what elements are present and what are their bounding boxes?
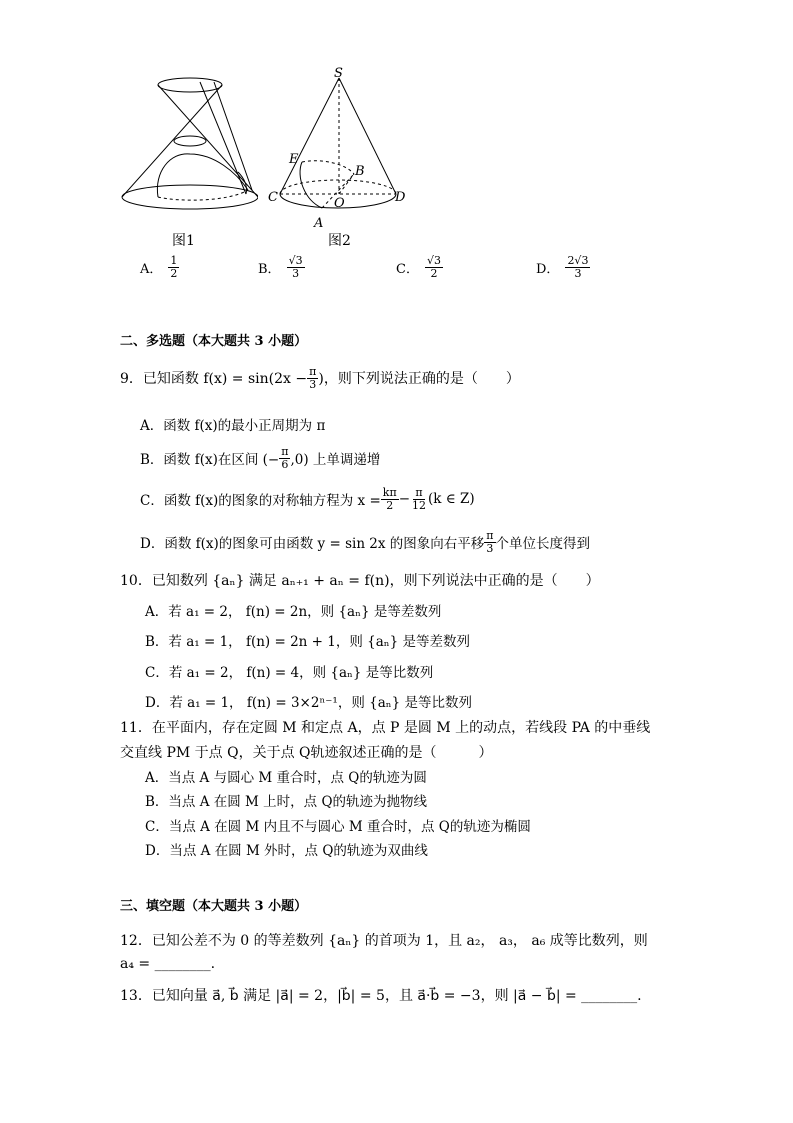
fig2-label-D: D [395, 190, 406, 205]
fig2-label-E: E [289, 152, 299, 167]
fraction: $\frac{\pi}{6}$ [281, 445, 289, 471]
q11-option-b[interactable]: B．当点 A 在圆 M 上时，点 Q的轨迹为抛物线 [145, 794, 428, 810]
q11-option-a[interactable]: A．当点 A 与圆心 M 重合时，点 Q的轨迹为圆 [145, 770, 427, 786]
fraction: $\frac{k\pi}{2}$ [382, 486, 397, 512]
figure-1-caption: 图1 [172, 233, 195, 249]
q8-option-b[interactable]: B． $\frac{√3}{3}$ [258, 254, 303, 280]
fraction: $\frac{\pi}{12}$ [412, 486, 426, 512]
q9-option-c[interactable]: C．函数 f(x)的图象的对称轴方程为 x = $\frac{k\pi}{2}$ − $\frac{\pi}{12}$ (k ∈ Z) [140, 486, 475, 512]
q11-option-d[interactable]: D．当点 A 在圆 M 外时，点 Q的轨迹为双曲线 [145, 843, 428, 859]
fraction: $\frac{√3}{2}$ [426, 254, 441, 280]
q9-stem: 9．已知函数 f(x) = sin(2x − $\frac{\pi}{3}$ )，则下列说法正确的是（ ） [120, 365, 520, 391]
fig2-label-B: B [355, 164, 365, 179]
figure-2-caption: 图2 [328, 233, 351, 249]
q10-option-b[interactable]: B．若 a₁ = 1， f(n) = 2n + 1，则 {aₙ} 是等差数列 [145, 634, 470, 650]
fig2-label-C: C [268, 190, 278, 205]
q11-stem-line2: 交直线 PM 于点 Q，关于点 Q轨迹叙述正确的是（ ） [120, 745, 493, 761]
fraction: $\frac{\pi}{3}$ [309, 365, 317, 391]
q10-option-d[interactable]: D．若 a₁ = 1， f(n) = 3×2ⁿ⁻¹，则 {aₙ} 是等比数列 [145, 695, 472, 711]
q12-line1: 12．已知公差不为 0 的等差数列 {aₙ} 的首项为 1，且 a₂， a₃， a₆ 成等比数列，则 [120, 933, 648, 949]
fraction: $\frac{\pi}{3}$ [486, 529, 494, 555]
q8-option-d[interactable]: D． $\frac{2√3}{3}$ [536, 254, 589, 280]
section-2-title: 二、多选题（本大题共 3 小题） [120, 334, 308, 349]
q8-option-a[interactable]: A． $\frac{1}{2}$ [140, 254, 178, 280]
q8-options [140, 255, 610, 295]
fig2-label-S: S [334, 66, 343, 81]
q11-option-c[interactable]: C．当点 A 在圆 M 内且不与圆心 M 重合时，点 Q的轨迹为椭圆 [145, 819, 531, 835]
fraction: $\frac{√3}{3}$ [288, 254, 303, 280]
q9-option-b[interactable]: B．函数 f(x)在区间 (− $\frac{\pi}{6}$ ,0) 上单调递增 [140, 445, 381, 471]
q13-line[interactable]: 13．已知向量 a⃗, b⃗ 满足 |a⃗| = 2，|b⃗| = 5，且 a⃗·b⃗ = −3，则 |a⃗ − b⃗| = ________. [120, 988, 642, 1004]
q9-option-d[interactable]: D．函数 f(x)的图象可由函数 y = sin 2x 的图象向右平移 $\frac{\pi}{3}$ 个单位长度得到 [140, 529, 591, 555]
q10-option-a[interactable]: A．若 a₁ = 2， f(n) = 2n，则 {aₙ} 是等差数列 [145, 604, 442, 620]
section-3-title: 三、填空题（本大题共 3 小题） [120, 899, 308, 914]
fraction: $\frac{2√3}{3}$ [567, 254, 589, 280]
figure-1-double-cone [118, 72, 258, 222]
fig2-label-A: A [314, 216, 324, 231]
q8-option-c[interactable]: C． $\frac{√3}{2}$ [396, 254, 441, 280]
q10-stem: 10．已知数列 {aₙ} 满足 aₙ₊₁ + aₙ = f(n)，则下列说法中正确的是（ ） [120, 573, 600, 589]
q11-stem-line1: 11．在平面内，存在定圆 M 和定点 A，点 P 是圆 M 上的动点，若线段 PA 的中垂线 [120, 720, 651, 736]
q9-option-a[interactable]: A．函数 f(x)的最小正周期为 π [140, 418, 326, 434]
fig2-label-O: O [334, 196, 345, 211]
q10-option-c[interactable]: C．若 a₁ = 2， f(n) = 4，则 {aₙ} 是等比数列 [145, 665, 434, 681]
q12-answer-line[interactable]: a₄ = ________. [120, 956, 216, 972]
fraction: $\frac{1}{2}$ [170, 254, 178, 280]
